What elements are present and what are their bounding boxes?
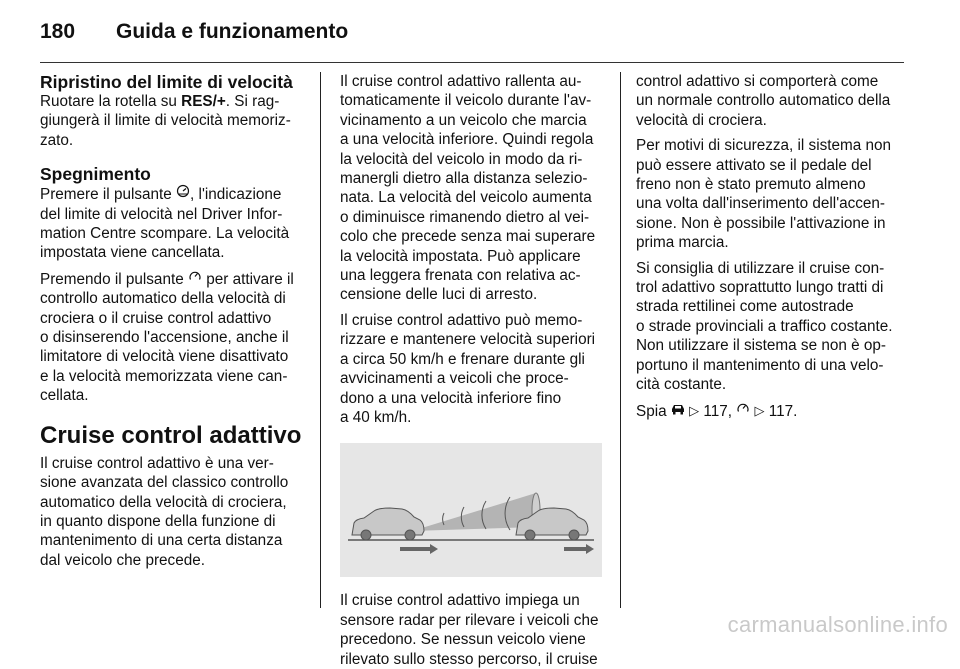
text-line: Ruotare la rotella su RES/+. Si rag-: [40, 93, 280, 110]
text-line: Per motivi di sicurezza, il sistema non: [636, 137, 892, 155]
text-line: a una velocità inferiore. Quindi regola: [340, 131, 594, 149]
text-line: velocità di crociera.: [636, 111, 767, 129]
text-line: limitatore di velocità viene disattivato: [40, 348, 289, 366]
paragraph-2: [636, 136, 906, 252]
page-ref-2[interactable]: 117.: [768, 402, 798, 420]
subheading-ripristino: Ripristino del limite di velocità: [40, 72, 293, 92]
cruise-control-icon: [188, 269, 202, 288]
text-line: censione delle luci di arresto.: [340, 286, 538, 304]
column-divider: [320, 72, 321, 608]
text-line: mation Centre scompare. La velocità: [40, 225, 290, 243]
text-line: automatico della velocità di crociera,: [40, 493, 287, 511]
text-line: può essere attivato se il pedale del: [636, 156, 872, 174]
text-line: strada rettilinei come autostrade: [636, 298, 854, 316]
paragraph-2: [340, 311, 606, 427]
text-line: rizzare e mantenere velocità superiori: [340, 331, 596, 349]
text-line: impostata viene cancellata.: [40, 244, 225, 262]
text-line: Il cruise control adattivo rallenta au-: [340, 73, 582, 90]
text-line: la velocità impostata. Può applicare: [340, 247, 581, 265]
text-line: o disinserendo l'accensione, anche il: [40, 329, 289, 347]
header-rule: [40, 62, 904, 63]
text-line: giungerà il limite di velocità memoriz-: [40, 112, 291, 130]
text-line: in quanto dispone della funzione di: [40, 512, 276, 530]
text-line: Il cruise control adattivo è una ver-: [40, 454, 274, 472]
speed-limiter-icon: [176, 184, 190, 203]
text-line: avvicinamenti a veicoli che proce-: [340, 370, 569, 388]
text-line: sensore radar per rilevare i veicoli che: [340, 611, 599, 629]
text-line: tomaticamente il veicolo durante l'av-: [340, 92, 592, 110]
text-line: crociera o il cruise control adattivo: [40, 309, 272, 327]
spia-label: Spia: [636, 402, 667, 420]
radar-illustration: [340, 443, 602, 577]
page-reference-arrow-icon: ▷: [754, 402, 765, 418]
text-line: la velocità del veicolo in modo da ri-: [340, 150, 583, 168]
text-line: del limite di velocità nel Driver Infor-: [40, 205, 283, 223]
text-line: una leggera frenata con relativa ac-: [340, 267, 581, 285]
text-line: Il cruise control adattivo impiega un: [340, 592, 580, 610]
text-line: cità costante.: [636, 376, 727, 394]
text-line: vicinamento a un veicolo che marcia: [340, 111, 587, 129]
reference-line: Spia ▷ 117, ▷ 117.: [636, 402, 798, 420]
cruise-control-icon: [736, 401, 750, 420]
paragraph-1: [636, 72, 906, 130]
text-line: prima marcia.: [636, 234, 729, 252]
text-line: mantenimento di una certa distanza: [40, 532, 283, 550]
text-line: e la velocità memorizzata viene can-: [40, 367, 288, 385]
column-2: [340, 72, 606, 669]
text-line: sione avanzata del classico controllo: [40, 474, 289, 492]
text-line: a 40 km/h.: [340, 408, 412, 426]
text-line: precedono. Se nessun veicolo viene: [340, 631, 586, 649]
text-line: dal veicolo che precede.: [40, 551, 205, 569]
text-line: a circa 50 km/h e frenare durante gli: [340, 350, 585, 368]
paragraph-3: [636, 259, 906, 395]
page-title: Guida e funzionamento: [116, 20, 349, 43]
text-line: un normale controllo automatico della: [636, 92, 891, 110]
text-line: Il cruise control adattivo può memo-: [340, 311, 583, 329]
page-ref-1[interactable]: 117: [703, 402, 728, 420]
text-line: Si consiglia di utilizzare il cruise con-: [636, 259, 885, 277]
text-line: zato.: [40, 131, 74, 149]
column-divider: [620, 72, 621, 608]
text-line: freno non è stato premuto almeno: [636, 176, 866, 194]
subheading-spegnimento: Spegnimento: [40, 164, 151, 185]
car-icon: [671, 401, 685, 420]
text-line: rilevato sullo stesso percorso, il cruise: [340, 650, 598, 668]
paragraph-3: [340, 591, 606, 669]
text-line: sione. Non è possibile l'attivazione in: [636, 214, 886, 232]
text-line: control adattivo si comporterà come: [636, 73, 879, 90]
column-1: [40, 72, 306, 570]
paragraph-1: [340, 72, 606, 305]
text-line: Premendo il pulsante per attivare il: [40, 270, 294, 288]
section-title: Cruise control adattivo: [40, 421, 302, 449]
text-line: nata. La velocità del veicolo aumenta: [340, 189, 592, 207]
text-line: colo che precede senza mai superare: [340, 228, 596, 246]
text-line: Premere il pulsante , l'indicazione: [40, 186, 282, 204]
page-reference-arrow-icon: ▷: [689, 402, 700, 418]
text-line: manergli dietro alla distanza selezio-: [340, 170, 588, 188]
text-line: una volta dall'inserimento dell'accen-: [636, 195, 886, 213]
res-label: RES/+: [181, 93, 226, 110]
text-line: dono a una velocità inferiore fino: [340, 389, 562, 407]
text-line: controllo automatico della velocità di: [40, 290, 286, 308]
page-header: [40, 14, 348, 50]
text-line: o strade provinciali a traffico costante.: [636, 317, 893, 335]
text-line: o diminuisce rimanendo dietro al vei-: [340, 208, 590, 226]
text-line: trol adattivo soprattutto lungo tratti di: [636, 279, 884, 297]
page-number: 180: [40, 20, 76, 43]
watermark-logo: carmanualsonline.info: [727, 612, 948, 637]
text-line: cellata.: [40, 387, 89, 405]
column-3: [636, 72, 906, 421]
text-line: Non utilizzare il sistema se non è op-: [636, 337, 886, 355]
text-line: portuno il mantenimento di una velo-: [636, 356, 884, 374]
